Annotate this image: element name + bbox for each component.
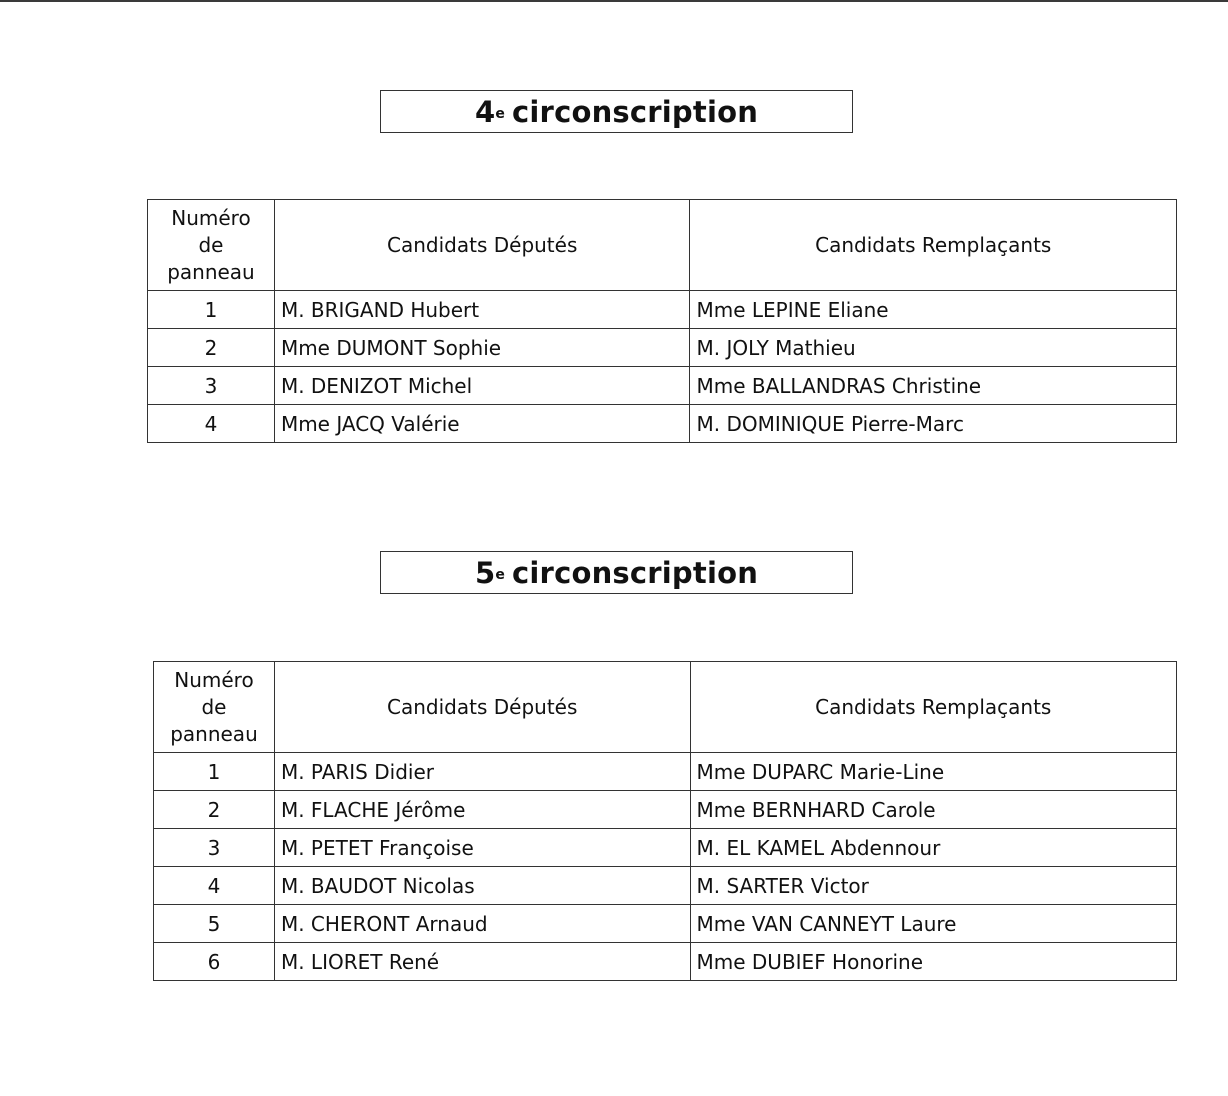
header-numero-line2: de — [198, 232, 224, 257]
candidate-remplacant-cell: M. EL KAMEL Abdennour — [690, 829, 1177, 867]
candidate-remplacant-cell: Mme BERNHARD Carole — [690, 791, 1177, 829]
header-candidats-remplacants: Candidats Remplaçants — [690, 200, 1177, 291]
candidate-remplacant-cell: M. JOLY Mathieu — [690, 329, 1177, 367]
header-candidats-remplacants: Candidats Remplaçants — [690, 662, 1177, 753]
panel-number-cell: 3 — [148, 367, 275, 405]
header-numero-panneau — [154, 662, 275, 753]
table-row — [148, 291, 1177, 329]
panel-number-cell: 6 — [154, 943, 275, 981]
candidate-depute-cell: Mme JACQ Valérie — [274, 405, 690, 443]
candidate-depute-cell: M. FLACHE Jérôme — [274, 791, 690, 829]
table-row — [154, 905, 1177, 943]
table-row — [154, 753, 1177, 791]
candidate-remplacant-cell: Mme BALLANDRAS Christine — [690, 367, 1177, 405]
candidate-depute-cell: M. BAUDOT Nicolas — [274, 867, 690, 905]
panel-number-cell: 1 — [154, 753, 275, 791]
section-label: circonscription — [512, 555, 759, 590]
panel-number-cell: 4 — [148, 405, 275, 443]
table-row — [148, 329, 1177, 367]
candidate-remplacant-cell: Mme LEPINE Eliane — [690, 291, 1177, 329]
section-number: 4 — [474, 94, 496, 129]
candidate-depute-cell: M. LIORET René — [274, 943, 690, 981]
candidate-remplacant-cell: M. DOMINIQUE Pierre-Marc — [690, 405, 1177, 443]
candidate-remplacant-cell: Mme DUPARC Marie-Line — [690, 753, 1177, 791]
table-header-row — [154, 662, 1177, 753]
header-numero-line1: Numéro — [171, 205, 251, 230]
header-numero-line2: de — [201, 694, 227, 719]
top-divider — [0, 0, 1228, 2]
table-row — [154, 867, 1177, 905]
candidate-remplacant-cell: Mme VAN CANNEYT Laure — [690, 905, 1177, 943]
table-header-row — [148, 200, 1177, 291]
candidate-remplacant-cell: M. SARTER Victor — [690, 867, 1177, 905]
section-title-5 — [380, 551, 853, 594]
ordinal-suffix: e — [495, 566, 506, 583]
table-row — [148, 405, 1177, 443]
candidate-depute-cell: M. DENIZOT Michel — [274, 367, 690, 405]
panel-number-cell: 1 — [148, 291, 275, 329]
panel-number-cell: 3 — [154, 829, 275, 867]
header-numero-panneau — [148, 200, 275, 291]
table-row — [154, 829, 1177, 867]
candidates-table-4 — [147, 199, 1177, 443]
panel-number-cell: 2 — [154, 791, 275, 829]
candidate-depute-cell: M. BRIGAND Hubert — [274, 291, 690, 329]
section-label: circonscription — [512, 94, 759, 129]
section-title-4 — [380, 90, 853, 133]
panel-number-cell: 2 — [148, 329, 275, 367]
panel-number-cell: 5 — [154, 905, 275, 943]
table-row — [148, 367, 1177, 405]
section-number: 5 — [474, 555, 496, 590]
panel-number-cell: 4 — [154, 867, 275, 905]
candidate-depute-cell: M. PARIS Didier — [274, 753, 690, 791]
header-candidats-deputes: Candidats Députés — [274, 200, 690, 291]
table-row — [154, 943, 1177, 981]
header-numero-line3: panneau — [167, 259, 255, 284]
candidate-depute-cell: M. CHERONT Arnaud — [274, 905, 690, 943]
table-row — [154, 791, 1177, 829]
table-body — [154, 753, 1177, 981]
header-candidats-deputes: Candidats Députés — [274, 662, 690, 753]
candidate-depute-cell: M. PETET Françoise — [274, 829, 690, 867]
header-numero-line3: panneau — [170, 721, 258, 746]
candidate-depute-cell: Mme DUMONT Sophie — [274, 329, 690, 367]
header-numero-line1: Numéro — [174, 667, 254, 692]
table-body — [148, 291, 1177, 443]
candidates-table-5 — [153, 661, 1177, 981]
candidate-remplacant-cell: Mme DUBIEF Honorine — [690, 943, 1177, 981]
ordinal-suffix: e — [495, 105, 506, 122]
